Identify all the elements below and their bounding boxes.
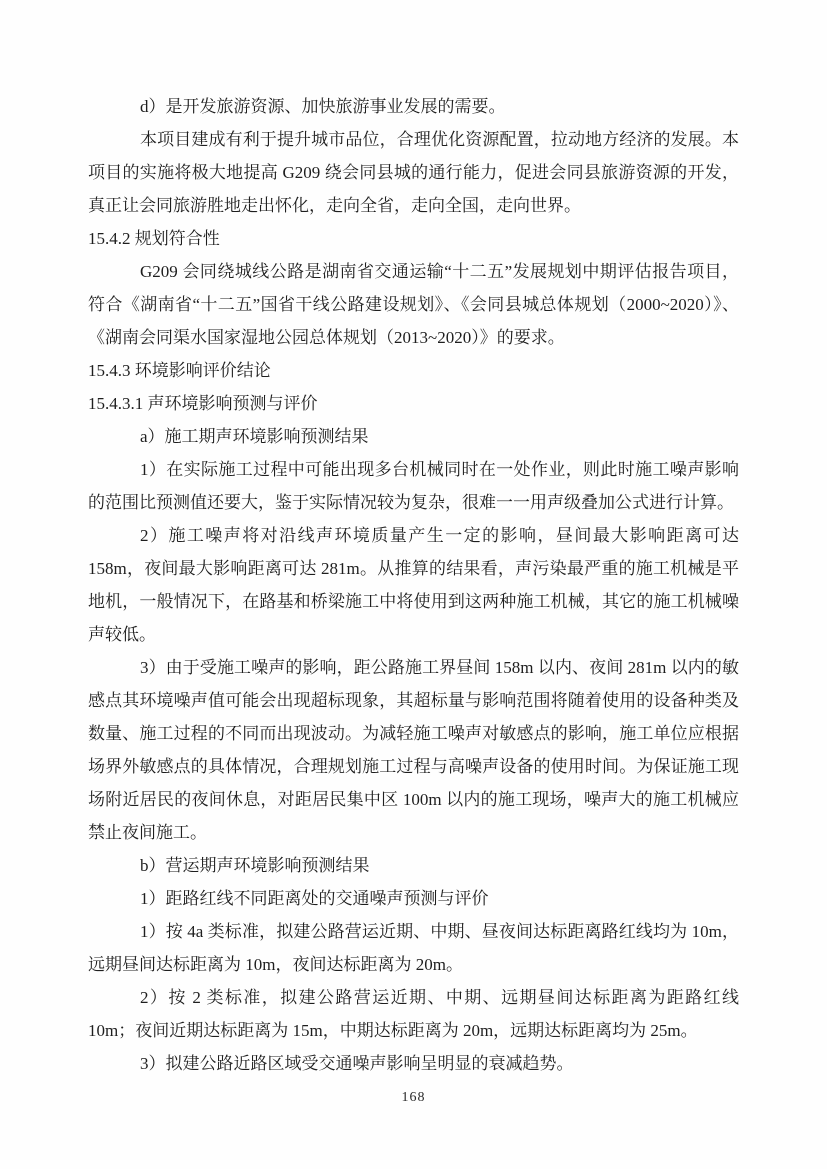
paragraph-construction-noise-3: 3）由于受施工噪声的影响，距公路施工界昼间 158m 以内、夜间 281m 以内的敏感点其环境噪声值可能会出现超标现象，其超标量与影响范围将随着使用的设备种类及数量、施工过程的不同而出现波动。为减轻施工噪声对敏感点的影响，施工单位应根据场界外敏感点的具体情况，合理规划施工过程与高噪声设备的使用时间。为保证施工现场附近居民的夜间休息，对距居民集中区 100m 以内的施工现场，噪声大的施工机械应禁止夜间施工。 [88,658,739,842]
paragraph-standard-4a: 1）按 4a 类标准，拟建公路营运近期、中期、昼夜间达标距离路红线均为 10m，远期昼间达标距离为 10m，夜间达标距离为 20m。 [88,922,739,974]
section-heading-15-4-2: 15.4.2 规划符合性 [88,229,220,248]
section-heading-15-4-3: 15.4.3 环境影响评价结论 [88,361,271,380]
paragraph-planning-compliance: G209 会同绕城线公路是湖南省交通运输“十二五”发展规划中期评估报告项目，符合《湖南省“十二五”国省干线公路建设规划》、《会同县城总体规划（2000~2020）》、《湖南会同渠水国家湿地公园总体规划（2013~2020）》的要求。 [88,262,739,347]
paragraph-standard-2: 2）按 2 类标准，拟建公路营运近期、中期、远期昼间达标距离为距路红线 10m；夜间近期达标距离为 15m，中期达标距离为 20m，远期达标距离均为 25m。 [88,988,739,1040]
paragraph-construction-noise-1: 1）在实际施工过程中可能出现多台机械同时在一处作业，则此时施工噪声影响的范围比预测值还要大，鉴于实际情况较为复杂，很难一一用声级叠加公式进行计算。 [88,460,739,512]
paragraph-construction-noise-title: a）施工期声环境影响预测结果 [140,427,369,446]
page-footer [0,1088,827,1106]
paragraph-construction-noise-2: 2）施工噪声将对沿线声环境质量产生一定的影响，昼间最大影响距离可达 158m，夜间最大影响距离可达 281m。从推算的结果看，声污染最严重的施工机械是平地机，一般情况下，在路基和桥梁施工中将使用到这两种施工机械，其它的施工机械噪声较低。 [88,526,739,644]
document-body [88,90,739,1080]
section-heading-15-4-3-1: 15.4.3.1 声环境影响预测与评价 [88,394,318,413]
page-number: 168 [401,1090,426,1105]
paragraph-noise-attenuation: 3）拟建公路近路区域受交通噪声影响呈明显的衰减趋势。 [140,1054,574,1073]
paragraph-operation-noise-title: b）营运期声环境影响预测结果 [140,856,370,875]
paragraph-redline-prediction-title: 1）距路红线不同距离处的交通噪声预测与评价 [140,889,489,908]
paragraph-tourism-need: d）是开发旅游资源、加快旅游事业发展的需要。 [140,97,506,116]
paragraph-project-benefits: 本项目建成有利于提升城市品位，合理优化资源配置，拉动地方经济的发展。本项目的实施将极大地提高 G209 绕会同县城的通行能力，促进会同县旅游资源的开发，真正让会同旅游胜地走出怀化，走向全省，走向全国，走向世界。 [88,130,739,215]
